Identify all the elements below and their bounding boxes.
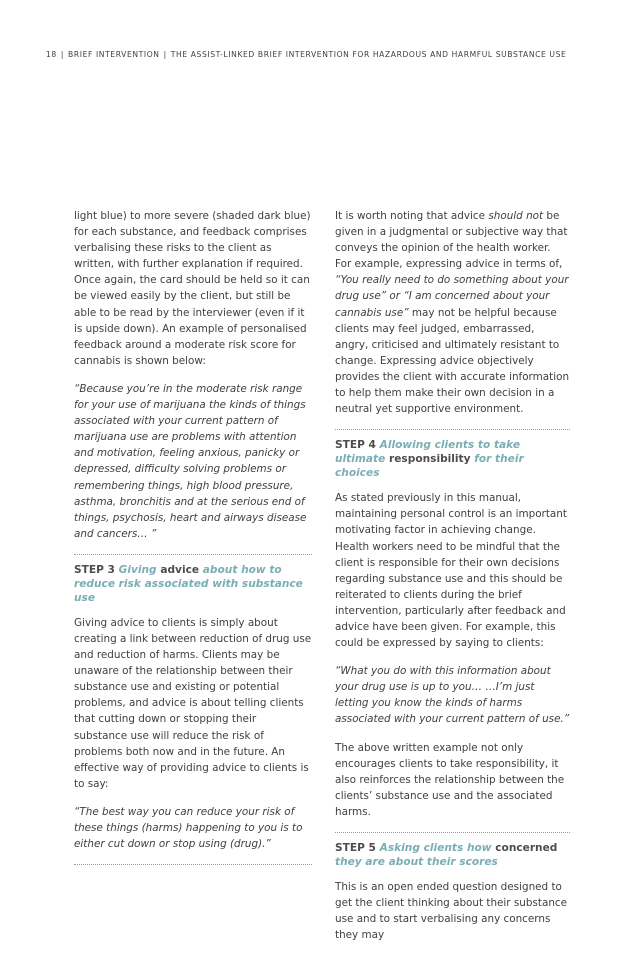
step4-number: STEP 4 — [335, 439, 376, 452]
divider — [335, 832, 570, 833]
divider — [335, 429, 570, 430]
divider — [74, 554, 312, 555]
step5-keyword-a: Asking clients how — [379, 842, 492, 854]
step3-keyword-a: Giving — [118, 563, 157, 576]
step5-number: STEP 5 — [335, 842, 376, 854]
advice-quote: “The best way you can reduce your risk of these things (harms) happening to you is to either cut down or stop using (drug).” — [74, 805, 303, 851]
divider — [74, 864, 312, 865]
advice-note-paragraph: It is worth noting that advice should not be given in a judgmental or subjective way that conveys the opinion of the health worker. For example, expressing advice in terms of, “You really need to do something about your drug use” or “I am concerned about your cannabis use” may not be helpful because clients may feel judged, embarrassed, angry, criticised and ultimately resistant to change. Expressing advice objectively provides the client with accurate information to help them make their own decision in a neutral yet supportive environment. — [335, 210, 570, 416]
step3-keyword-b: advice — [160, 563, 200, 576]
left-column — [74, 208, 312, 873]
step5-heading — [335, 841, 570, 869]
concern-paragraph: This is an open ended question designed to get the client thinking about their substance use and to start verbalising any concerns they may — [335, 881, 568, 942]
page-number: 18 — [46, 50, 57, 59]
example-paragraph: The above written example not only encourages clients to take responsibility, it also reinforces the relationship between the clients’ substance use and the associated harms. — [335, 741, 565, 818]
step3-rest: about how to reduce risk associated with substance use — [74, 563, 303, 604]
step4-keyword-b: responsibility — [389, 453, 471, 466]
feedback-paragraph: light blue) to more severe (shaded dark blue) for each substance, and feedback comprises verbalising these risks to the client as written, with further explanation if required. Once again, the card should be held so it can be viewed easily by the client, but still be able to be read by the interviewer (even if it is upside down). An example of personalised feedback around a moderate risk score for cannabis is shown below: — [74, 210, 311, 367]
step4-rest: for their choices — [335, 453, 524, 480]
step4-keyword-a: Allowing clients to take ultimate — [335, 439, 521, 466]
step4-heading — [335, 438, 570, 480]
step3-number: STEP 3 — [74, 563, 115, 576]
header-section: BRIEF INTERVENTION — [68, 50, 160, 59]
header-title: THE ASSIST-LINKED BRIEF INTERVENTION FOR HAZARDOUS AND HARMFUL SUBSTANCE USE — [170, 50, 567, 59]
cannabis-feedback-quote: “Because you’re in the moderate risk range for your use of marijuana the kinds of things associated with your current pattern of marijuana use are problems with attention and motivation, feeling anxious, panicky or depressed, difficulty solving problems or remembering things, high blood pressure, asthma, bronchitis and at the serious end of things, psychosis, heart and airways disease and cancers… ” — [74, 382, 307, 540]
step5-rest: they are about their scores — [335, 856, 498, 868]
advice-paragraph: Giving advice to clients is simply about creating a link between reduction of drug use and reduction of harms. Clients may be unaware of the relationship between their substance use and existing or potential problems, and advice is about telling clients that cutting down or stopping their substance use will reduce the risk of problems both now and in the future. An effective way of providing advice to clients is to say: — [74, 616, 312, 790]
responsibility-paragraph: As stated previously in this manual, maintaining personal control is an important motivating factor in achieving change. Health workers need to be mindful that the client is responsible for their own decisions regarding substance use and this should be reiterated to clients during the brief intervention, particularly after feedback and advice have been given. For example, this could be expressed by saying to clients: — [335, 492, 567, 650]
step3-heading — [74, 563, 312, 605]
right-column — [335, 208, 570, 955]
page-header: 18 | BRIEF INTERVENTION | THE ASSIST-LINKED BRIEF INTERVENTION FOR HAZARDOUS AND HARMFUL SUBSTANCE USE — [46, 50, 567, 59]
step5-keyword-b: concerned — [495, 842, 558, 854]
responsibility-quote: “What you do with this information about your drug use is up to you… …I’m just letting you know the kinds of harms associated with your current pattern of use.” — [335, 665, 570, 726]
